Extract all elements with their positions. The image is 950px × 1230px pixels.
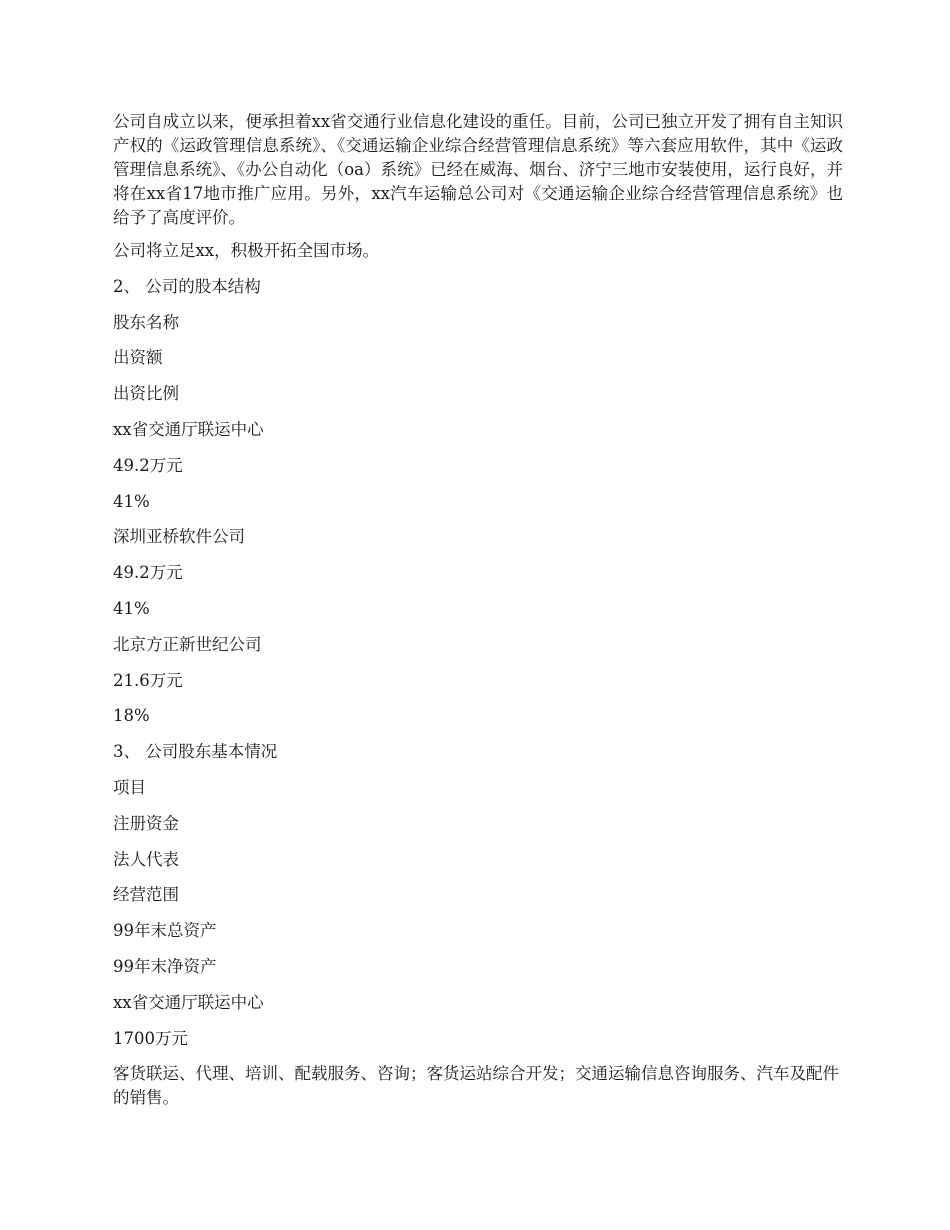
table-header-net-assets: 99年末净资产 xyxy=(113,956,217,976)
table-header-registered-capital: 注册资金 xyxy=(113,813,179,833)
table-header-shareholder-name: 股东名称 xyxy=(113,312,179,332)
shareholder-detail-scope: 客货联运、代理、培训、配载服务、咨询；客货运站综合开发；交通运输信息咨询服务、汽车及配件的销售。 xyxy=(113,1064,839,1108)
document-page xyxy=(113,110,843,1110)
shareholder-2-ratio: 41% xyxy=(113,598,150,618)
intro-paragraph: 公司自成立以来，便承担着xx省交通行业信息化建设的重任。目前，公司已独立开发了拥有自主知识产权的《运政管理信息系统》、《交通运输企业综合经营管理信息系统》等六套应用软件，其中《运政管理信息系统》、《办公自动化（oa）系统》已经在威海、烟台、济宁三地市安装使用，运行良好，并将在xx省17地市推广应用。另外，xx汽车运输总公司对《交通运输企业综合经营管理信息系统》也给予了高度评价。 xyxy=(113,112,843,227)
shareholder-detail-name: xx省交通厅联运中心 xyxy=(113,992,264,1012)
section-2-heading: 2、 公司的股本结构 xyxy=(113,276,261,296)
shareholder-detail-capital: 1700万元 xyxy=(113,1028,188,1048)
market-line: 公司将立足xx，积极开拓全国市场。 xyxy=(113,241,380,260)
section-3-heading: 3、 公司股东基本情况 xyxy=(113,742,278,762)
shareholder-2-name: 深圳亚桥软件公司 xyxy=(113,527,245,547)
shareholder-1-name: xx省交通厅联运中心 xyxy=(113,419,264,439)
shareholder-3-investment: 21.6万元 xyxy=(113,670,183,690)
table-header-legal-rep: 法人代表 xyxy=(113,849,179,869)
shareholder-3-ratio: 18% xyxy=(113,706,150,726)
shareholder-2-investment: 49.2万元 xyxy=(113,563,183,583)
shareholder-3-name: 北京方正新世纪公司 xyxy=(113,634,262,654)
shareholder-1-investment: 49.2万元 xyxy=(113,455,183,475)
table-header-item: 项目 xyxy=(113,777,146,797)
table-header-ratio: 出资比例 xyxy=(113,384,179,404)
shareholder-1-ratio: 41% xyxy=(113,491,150,511)
table-header-investment: 出资额 xyxy=(113,348,163,368)
table-header-total-assets: 99年末总资产 xyxy=(113,921,217,941)
table-header-business-scope: 经营范围 xyxy=(113,885,179,905)
